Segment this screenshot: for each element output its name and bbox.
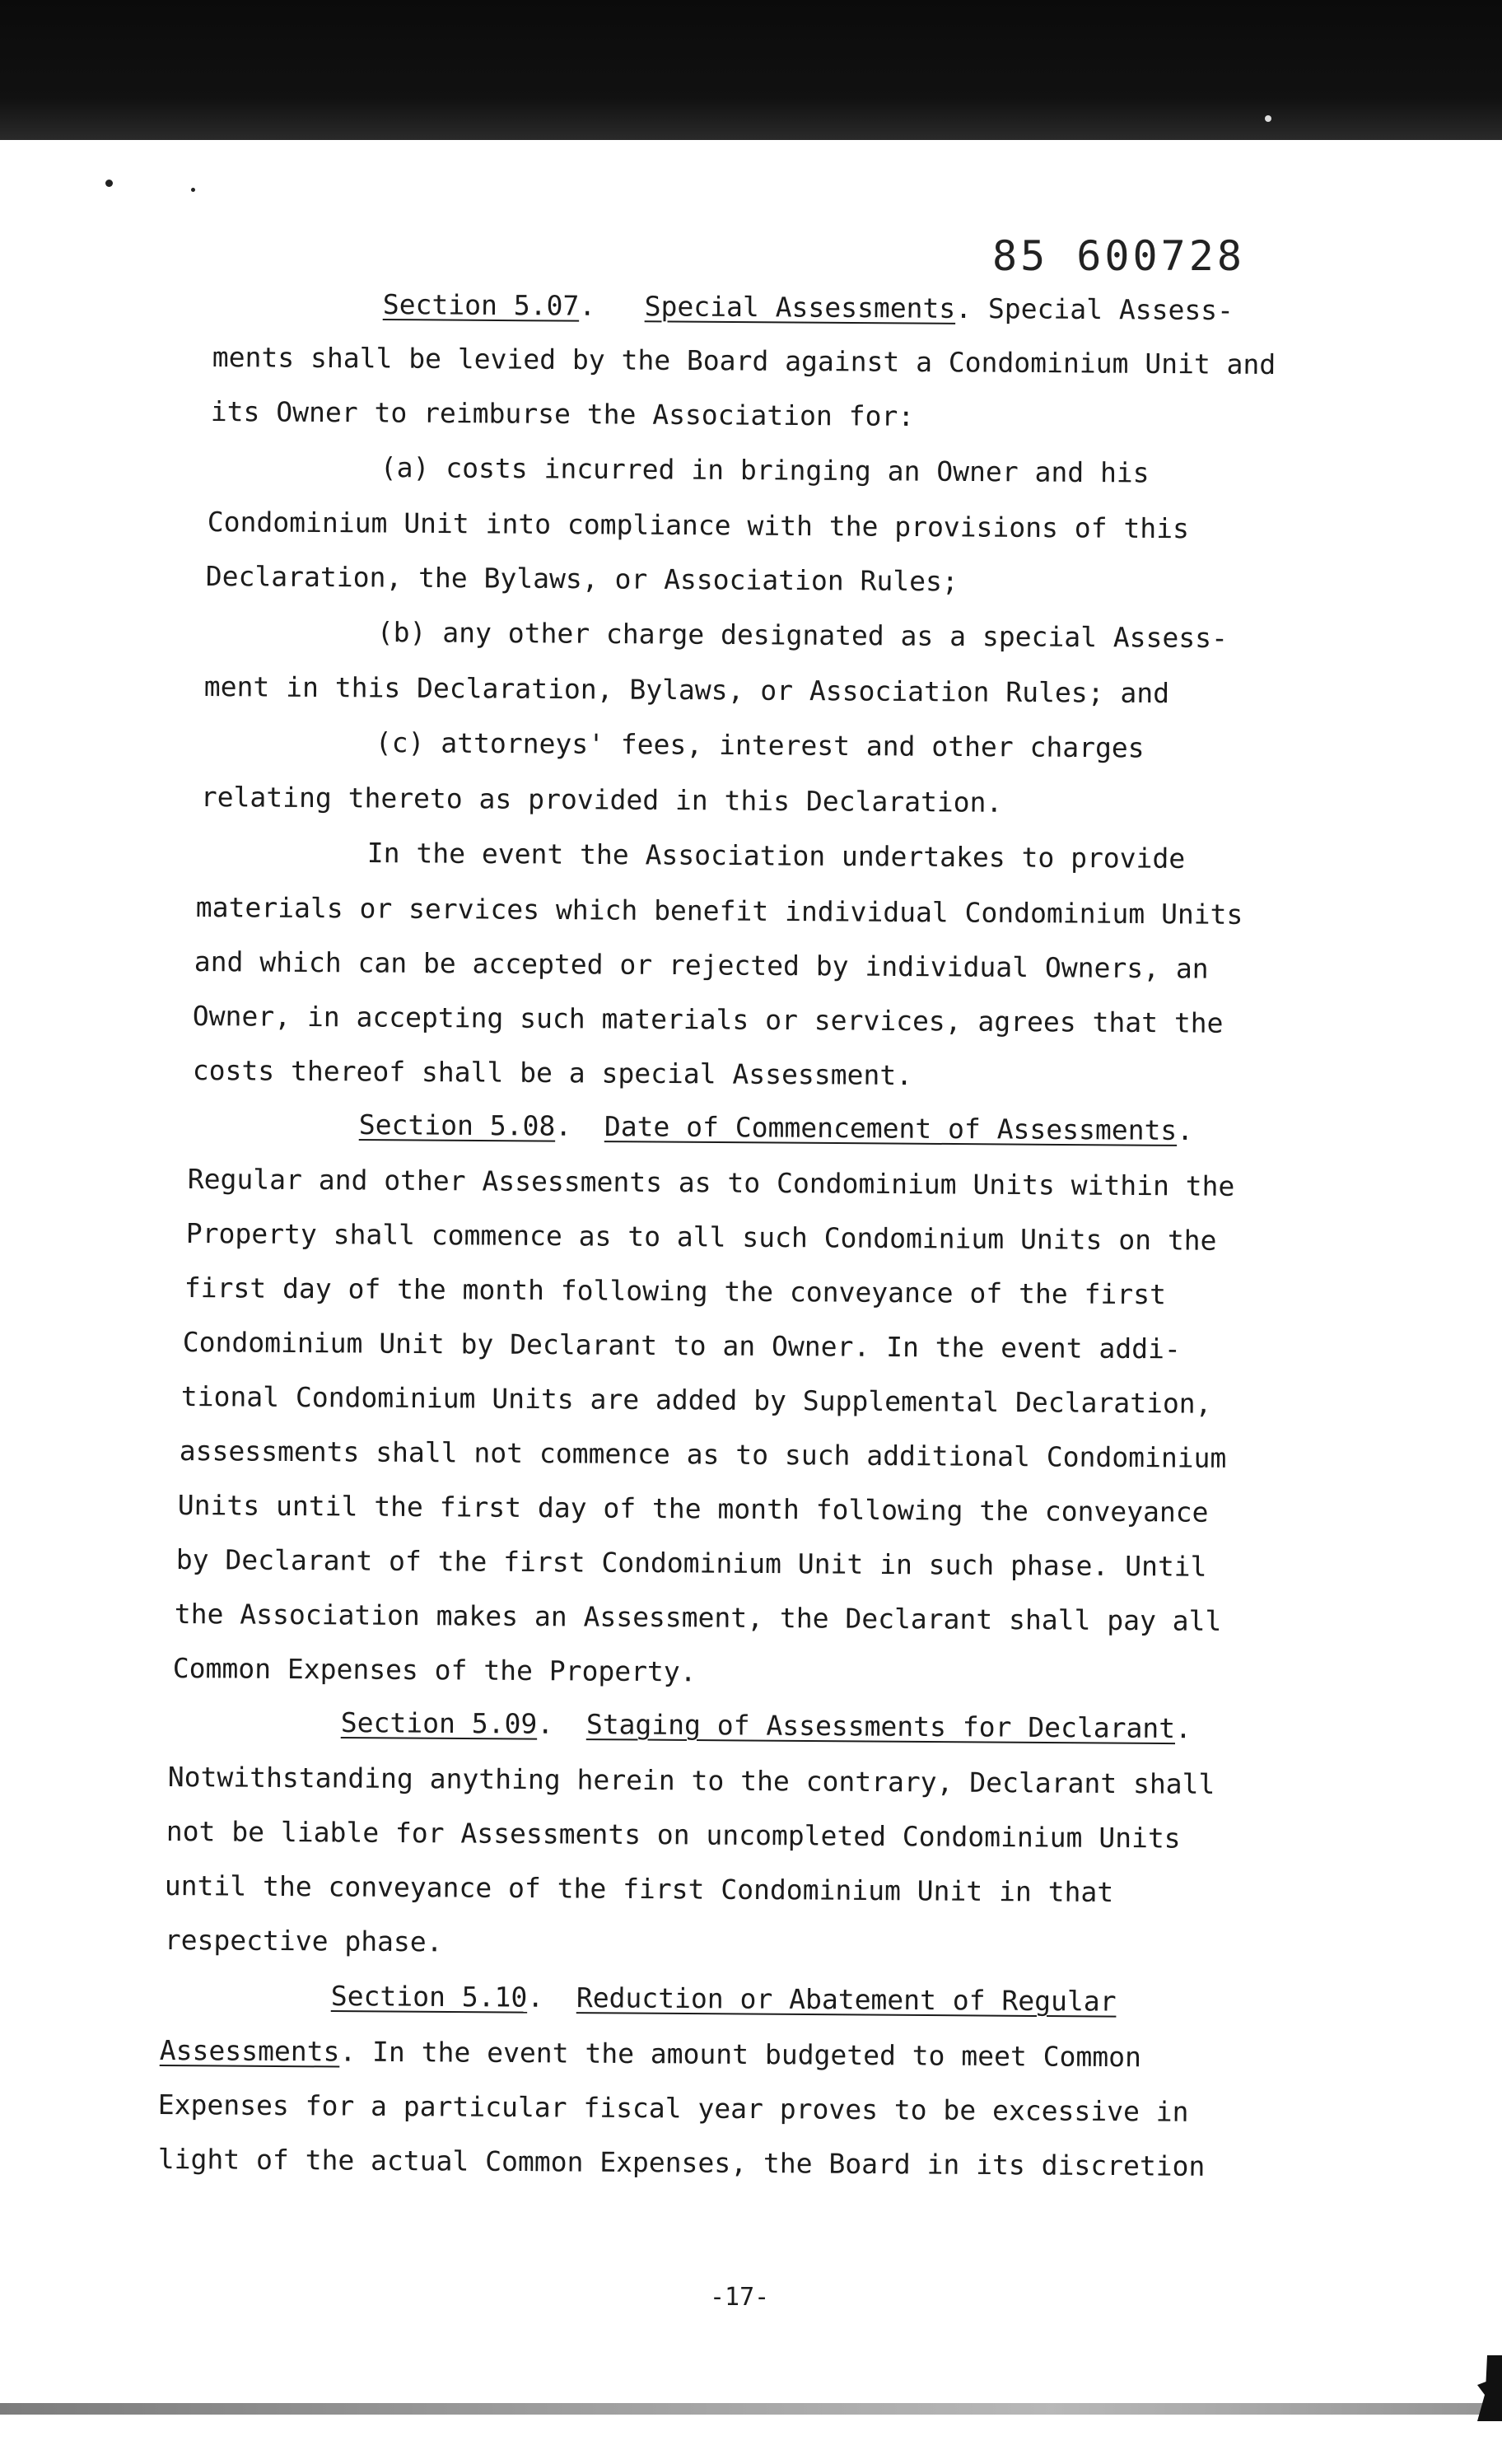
text-line: Condominium Unit into compliance with the provisions of this xyxy=(207,506,1190,545)
scan-bottom-edge xyxy=(0,2403,1502,2415)
text-line: not be liable for Assessments on uncompleted Condominium Units xyxy=(166,1815,1181,1855)
section-title: Date of Commencement of Assessments xyxy=(604,1110,1178,1146)
page-number: -17- xyxy=(710,2283,770,2312)
section-label: Section 5.07 xyxy=(382,288,580,322)
text-line: assessments shall not commence as to such additional Condominium xyxy=(179,1435,1227,1474)
scan-speck xyxy=(1265,115,1271,122)
section-title: Staging of Assessments for Declarant xyxy=(585,1708,1176,1745)
text-line: (c) attorneys' fees, interest and other charges xyxy=(375,726,1145,764)
section-title: Assessments xyxy=(159,2034,340,2068)
document-number: 85 600728 xyxy=(992,232,1245,280)
text-line: Condominium Unit by Declarant to an Owner. In the event addi- xyxy=(182,1326,1181,1365)
text-line: Declaration, the Bylaws, or Association Rules; xyxy=(205,560,959,598)
section-label: Section 5.10 xyxy=(330,1980,528,2014)
section-label: Section 5.09 xyxy=(340,1706,538,1740)
section-5-09-heading-line: Section 5.09. Staging of Assessments for Declarant. xyxy=(340,1706,1192,1745)
text-line: Units until the first day of the month following the conveyance xyxy=(177,1489,1209,1528)
section-title: Special Assessments xyxy=(644,290,956,324)
text-line: Common Expenses of the Property. xyxy=(172,1652,697,1688)
text-line: and which can be accepted or rejected by individual Owners, an xyxy=(194,945,1209,985)
text-line: Owner, in accepting such materials or services, agrees that the xyxy=(192,1000,1224,1039)
text-line: costs thereof shall be a special Assessment. xyxy=(192,1054,913,1092)
text-line: (a) costs incurred in bringing an Owner and his xyxy=(380,451,1150,489)
section-label: Section 5.08 xyxy=(358,1108,556,1142)
text-line: light of the actual Common Expenses, the Board in its discretion xyxy=(157,2143,1206,2182)
text-line: by Declarant of the first Condominium Unit in such phase. Until xyxy=(175,1543,1207,1583)
text-line: (b) any other charge designated as a special Assess- xyxy=(376,616,1229,655)
text-line: first day of the month following the conveyance of the first xyxy=(184,1272,1167,1311)
text-line: relating thereto as provided in this Declaration. xyxy=(200,781,1003,819)
scan-edge-mark xyxy=(1477,2355,1502,2421)
section-5-10-heading-line: Section 5.10. Reduction or Abatement of Regular xyxy=(330,1980,1117,2018)
section-5-08-heading-line: Section 5.08. Date of Commencement of Assessments. xyxy=(358,1108,1194,1147)
text-line: until the conveyance of the first Condominium Unit in that xyxy=(164,1869,1114,1909)
scan-speck xyxy=(105,180,113,187)
text-line: ment in this Declaration, Bylaws, or Association Rules; and xyxy=(203,670,1170,710)
text-line: In the event the Association undertakes to provide xyxy=(366,837,1186,875)
text-line: Notwithstanding anything herein to the contrary, Declarant shall xyxy=(167,1761,1215,1800)
text-line: Property shall commence as to all such Condominium Units on the xyxy=(185,1217,1217,1257)
text-line: its Owner to reimburse the Association for: xyxy=(210,395,915,432)
text-line: respective phase. xyxy=(164,1924,443,1958)
text-line: tional Condominium Units are added by Supplemental Declaration, xyxy=(180,1380,1212,1420)
section-5-10-heading-line-2: Assessments. In the event the amount budgeted to meet Common xyxy=(159,2034,1142,2074)
section-title: Reduction or Abatement of Regular xyxy=(576,1981,1117,2018)
text-line: Regular and other Assessments as to Condominium Units within the xyxy=(187,1163,1235,1202)
text-line: ments shall be levied by the Board against a Condominium Unit and xyxy=(212,341,1276,381)
scan-top-border xyxy=(0,0,1502,140)
text-line: materials or services which benefit individual Condominium Units xyxy=(195,891,1243,931)
scan-speck xyxy=(191,188,195,192)
text-line: Expenses for a particular fiscal year proves to be excessive in xyxy=(157,2088,1189,2128)
section-5-07-heading-line: Section 5.07. Special Assessments. Special Assess- xyxy=(382,288,1234,327)
text-line: the Association makes an Assessment, the Declarant shall pay all xyxy=(174,1598,1222,1637)
